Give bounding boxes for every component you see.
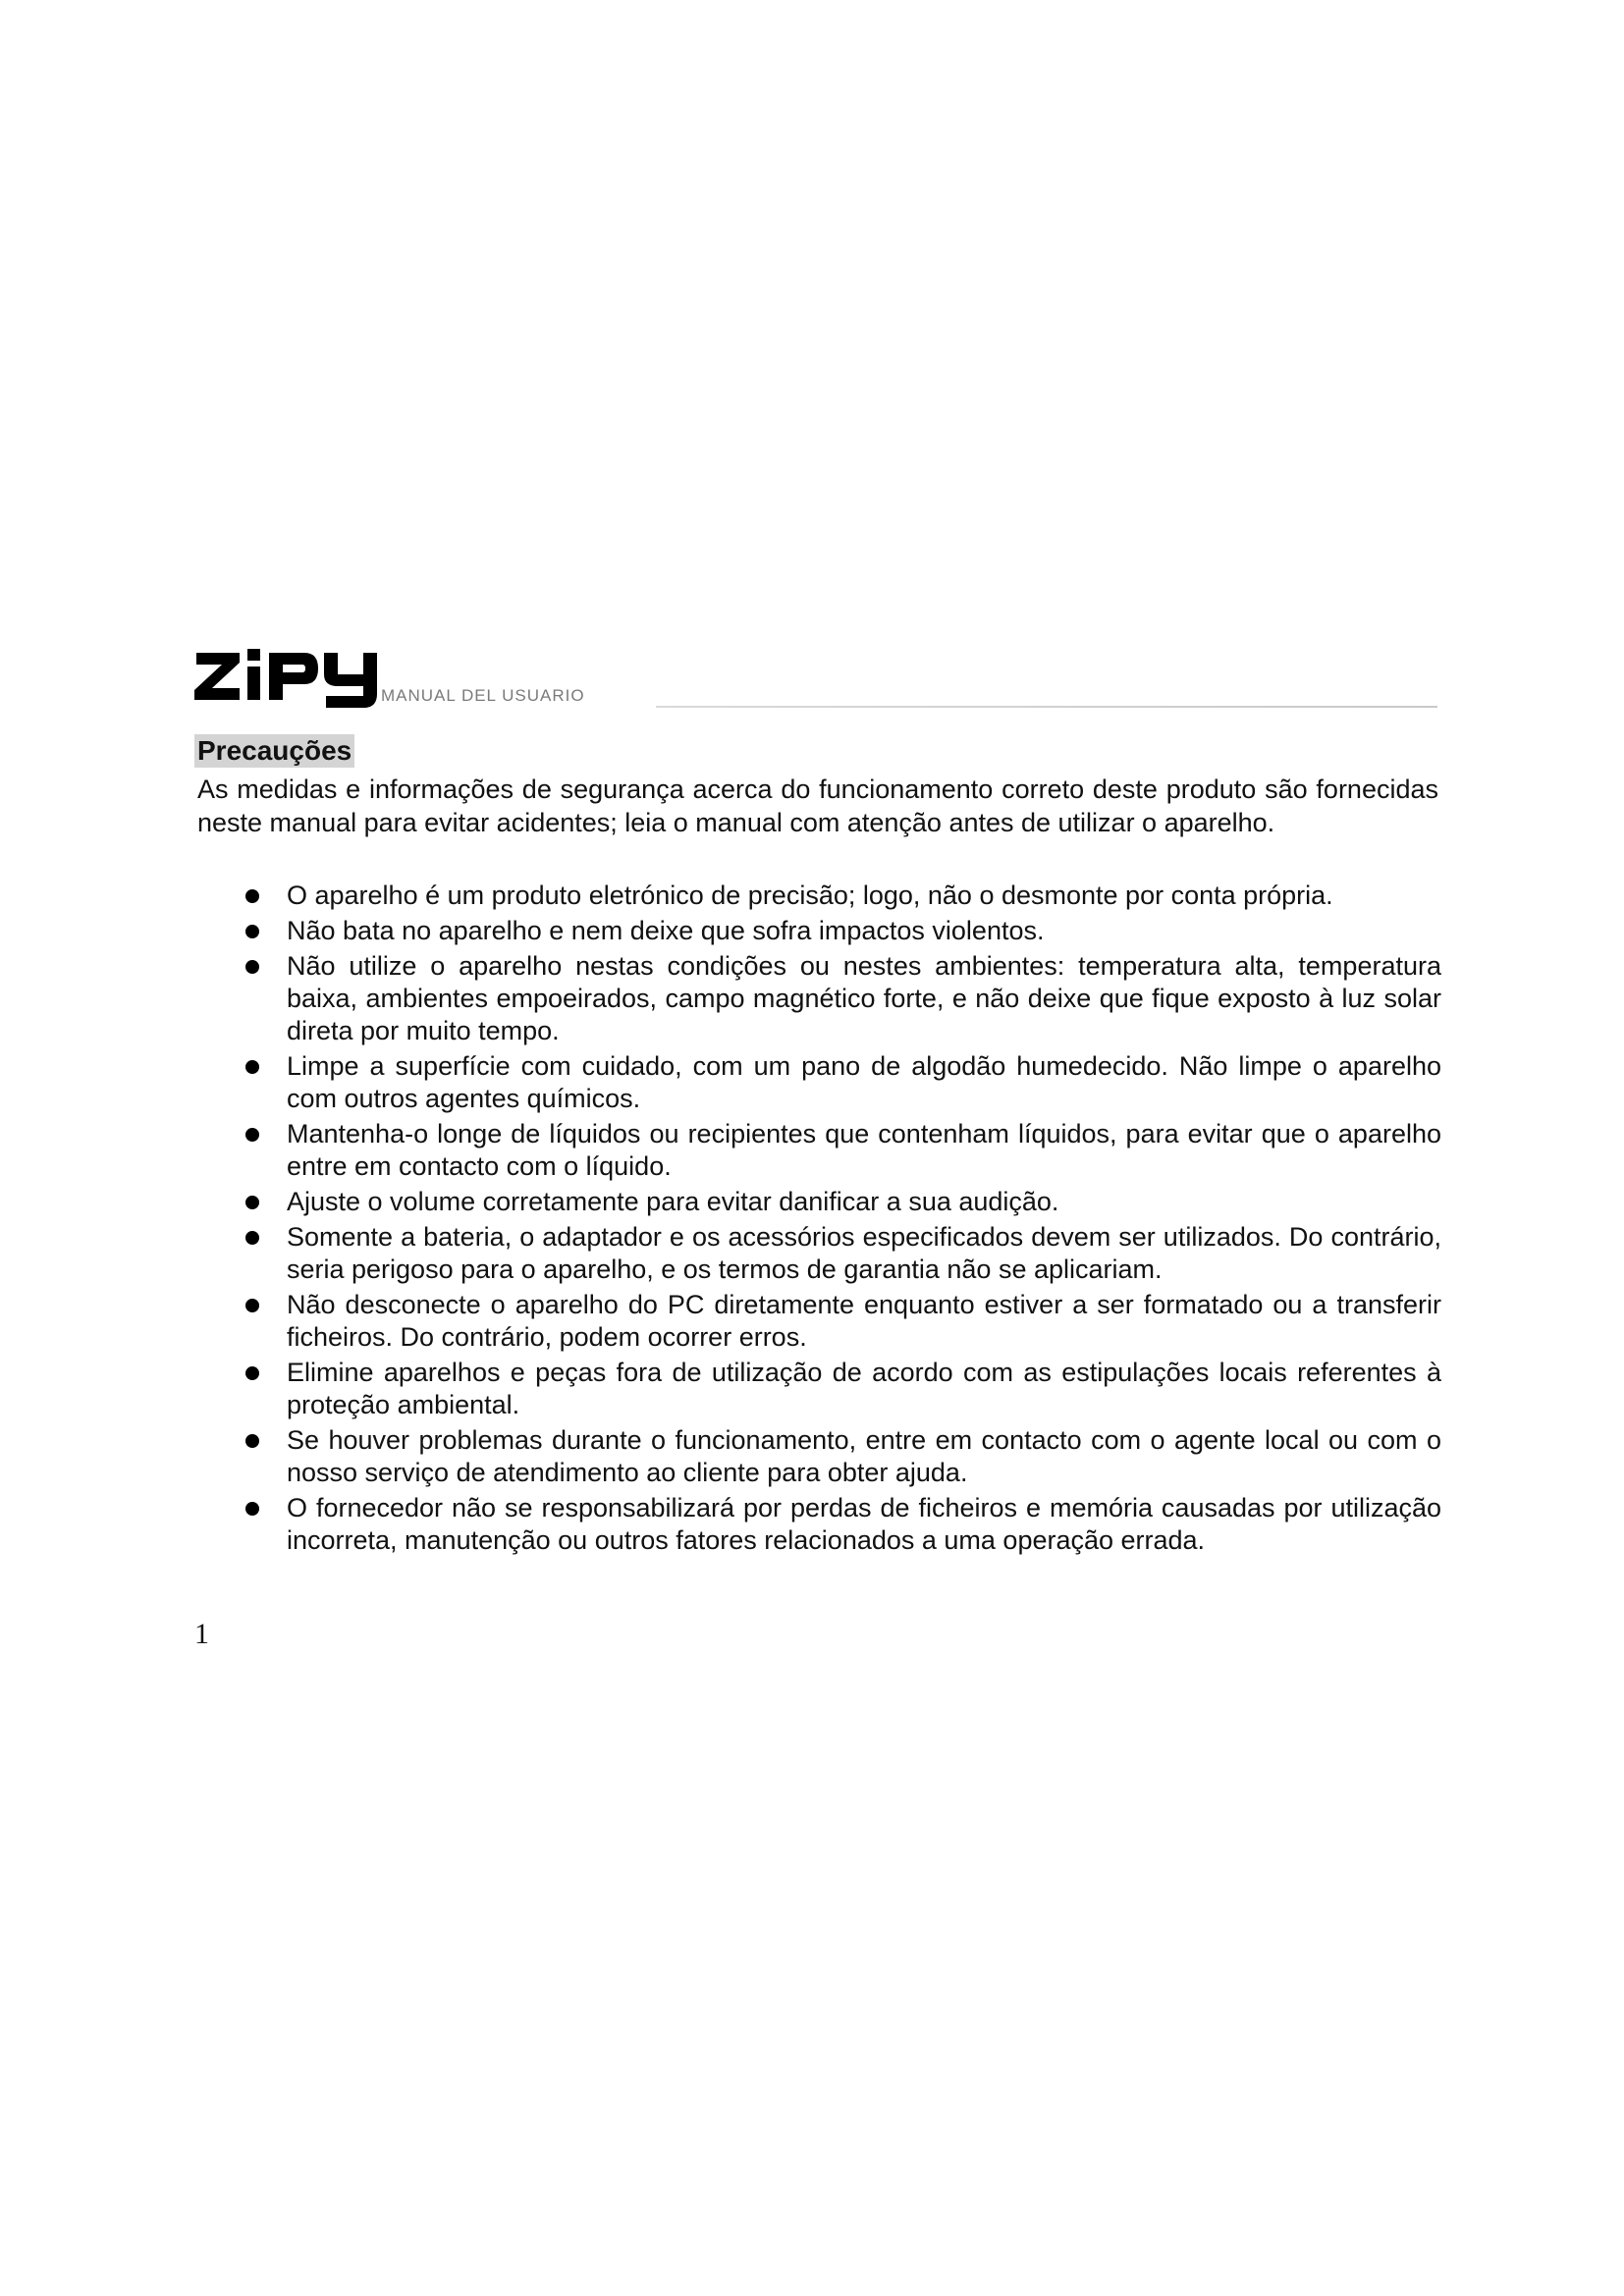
list-item-text: O aparelho é um produto eletrónico de precisão; logo, não o desmonte por conta própria. xyxy=(287,881,1333,910)
list-item xyxy=(236,1186,1441,1218)
list-item xyxy=(236,1357,1441,1421)
precautions-list xyxy=(236,880,1441,1560)
bullet-dot-icon xyxy=(245,925,259,938)
intro-paragraph: As medidas e informações de segurança acerca do funcionamento correto deste produto são fornecidas neste manual para evitar acidentes; leia o manual com atenção antes de utilizar o aparelho. xyxy=(197,774,1438,837)
section-title: Precauções xyxy=(194,734,354,768)
list-item xyxy=(236,1118,1441,1183)
list-item xyxy=(236,1424,1441,1489)
list-item xyxy=(236,950,1441,1047)
zipy-logo xyxy=(194,643,391,708)
list-item xyxy=(236,1492,1441,1557)
bullet-dot-icon xyxy=(245,1196,259,1209)
list-item-text: Não utilize o aparelho nestas condições ou nestes ambientes: temperatura alta, temperatura baixa, ambientes empoeirados, campo magnético forte, e não deixe que fique exposto à luz solar direta por muito tempo. xyxy=(287,951,1441,1045)
bullet-dot-icon xyxy=(245,960,259,974)
list-item-text: Somente a bateria, o adaptador e os acessórios especificados devem ser utilizados. Do contrário, seria perigoso para o aparelho, e os termos de garantia não se aplicariam. xyxy=(287,1222,1441,1284)
page-header xyxy=(194,643,1439,708)
list-item xyxy=(236,915,1441,947)
list-item xyxy=(236,1050,1441,1115)
list-item-text: Elimine aparelhos e peças fora de utilização de acordo com as estipulações locais referentes à proteção ambiental. xyxy=(287,1358,1441,1419)
header-subtitle: MANUAL DEL USUARIO xyxy=(381,686,585,705)
list-item-text: Ajuste o volume corretamente para evitar danificar a sua audição. xyxy=(287,1187,1059,1216)
list-item-text: Mantenha-o longe de líquidos ou recipientes que contenham líquidos, para evitar que o aparelho entre em contacto com o líquido. xyxy=(287,1119,1441,1181)
bullet-dot-icon xyxy=(245,1060,259,1074)
bullet-dot-icon xyxy=(245,1434,259,1448)
bullet-dot-icon xyxy=(245,1502,259,1516)
header-rule xyxy=(656,706,1437,708)
list-item xyxy=(236,1289,1441,1354)
bullet-dot-icon xyxy=(245,889,259,903)
page-number: 1 xyxy=(194,1618,209,1650)
bullet-dot-icon xyxy=(245,1366,259,1380)
bullet-dot-icon xyxy=(245,1128,259,1142)
list-item-text: Não desconecte o aparelho do PC diretamente enquanto estiver a ser formatado ou a transferir ficheiros. Do contrário, podem ocorrer erros. xyxy=(287,1290,1441,1352)
list-item-text: Se houver problemas durante o funcionamento, entre em contacto com o agente local ou com o nosso serviço de atendimento ao cliente para obter ajuda. xyxy=(287,1425,1441,1487)
list-item-text: O fornecedor não se responsabilizará por perdas de ficheiros e memória causadas por utilização incorreta, manutenção ou outros fatores relacionados a uma operação errada. xyxy=(287,1493,1441,1555)
bullet-dot-icon xyxy=(245,1231,259,1245)
list-item-text: Limpe a superfície com cuidado, com um pano de algodão humedecido. Não limpe o aparelho com outros agentes químicos. xyxy=(287,1051,1441,1113)
list-item xyxy=(236,1221,1441,1286)
bullet-dot-icon xyxy=(245,1299,259,1312)
list-item xyxy=(236,880,1441,912)
list-item-text: Não bata no aparelho e nem deixe que sofra impactos violentos. xyxy=(287,916,1045,945)
